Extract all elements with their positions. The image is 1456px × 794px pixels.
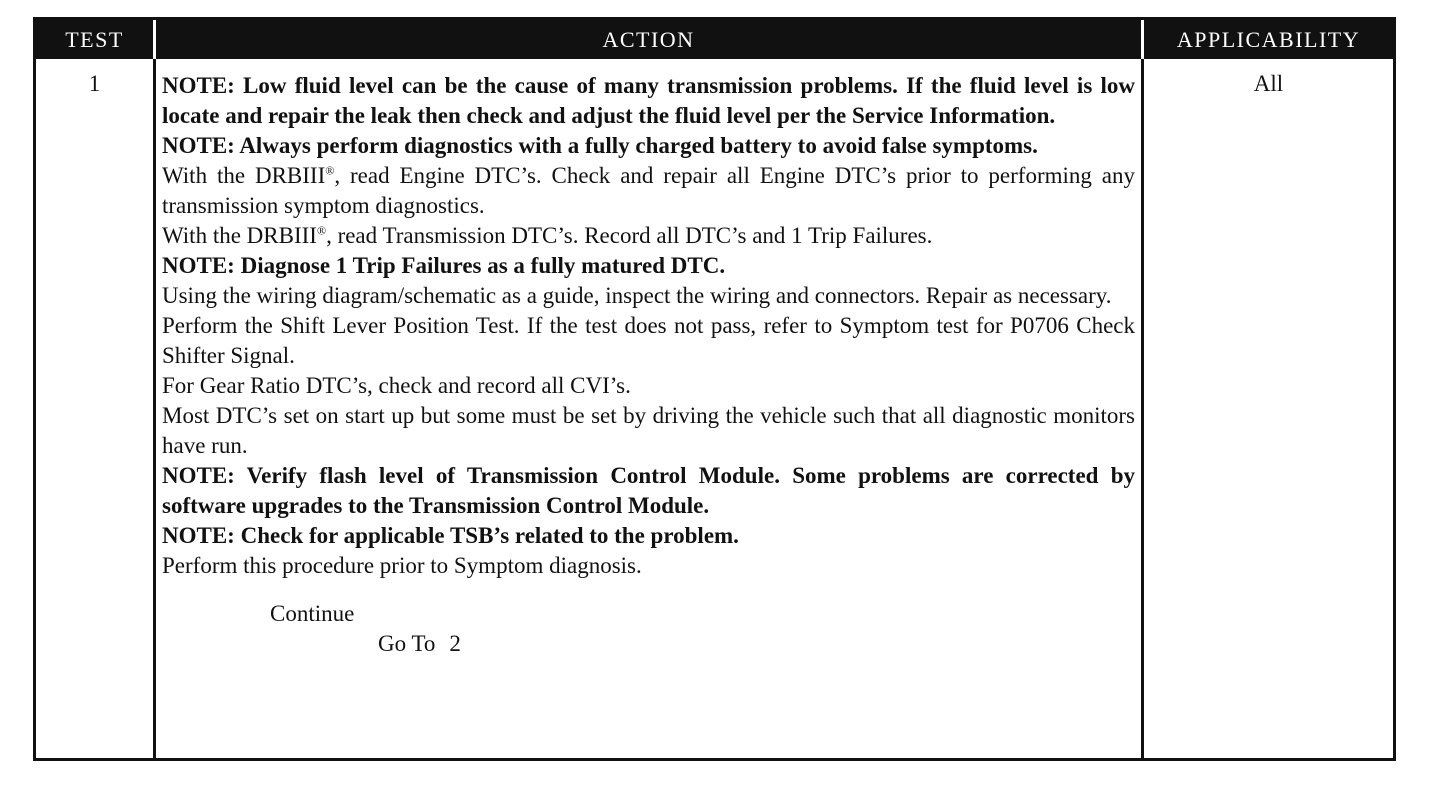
action-line: Most DTC’s set on start up but some must be set by driving the vehicle such that all diagnostic monitors have run. <box>162 403 1135 458</box>
action-line: Perform this procedure prior to Symptom diagnosis. <box>162 553 642 578</box>
action-line: NOTE: Always perform diagnostics with a fully charged battery to avoid false symptoms. <box>162 133 1038 158</box>
action-line: Perform the Shift Lever Position Test. If the test does not pass, refer to Symptom test for P0706 Check Shifter Signal. <box>162 313 1135 368</box>
action-line: Using the wiring diagram/schematic as a guide, inspect the wiring and connectors. Repair as necessary. <box>162 283 1112 308</box>
header-applicability: APPLICABILITY <box>1144 20 1393 59</box>
diagnostic-test-table <box>33 17 1396 761</box>
action-cell <box>156 59 1141 758</box>
action-line: NOTE: Check for applicable TSB’s related to the problem. <box>162 523 739 548</box>
action-line: NOTE: Diagnose 1 Trip Failures as a fully matured DTC. <box>162 253 726 278</box>
goto-link[interactable] <box>162 629 1135 659</box>
action-line: NOTE: Verify flash level of Transmission Control Module. Some problems are corrected by software upgrades to the Transmission Control Module. <box>162 463 1135 518</box>
test-number: 1 <box>88 71 101 96</box>
action-line: With the DRBIII®, read Engine DTC’s. Check and repair all Engine DTC’s prior to performing any transmission symptom diagnostics. <box>162 163 1135 218</box>
action-line: For Gear Ratio DTC’s, check and record all CVI’s. <box>162 373 631 398</box>
goto-label: Go To <box>378 631 436 656</box>
action-line: NOTE: Low fluid level can be the cause of many transmission problems. If the fluid level is low locate and repair the leak then check and adjust the fluid level per the Service Information. <box>162 73 1135 128</box>
applicability-value: All <box>1253 71 1284 96</box>
result-continue: Continue <box>270 601 355 626</box>
header-test: TEST <box>36 20 153 59</box>
goto-target[interactable]: 2 <box>449 631 461 656</box>
action-line: With the DRBIII®, read Transmission DTC’s. Record all DTC’s and 1 Trip Failures. <box>162 223 933 248</box>
header-action: ACTION <box>156 20 1141 59</box>
